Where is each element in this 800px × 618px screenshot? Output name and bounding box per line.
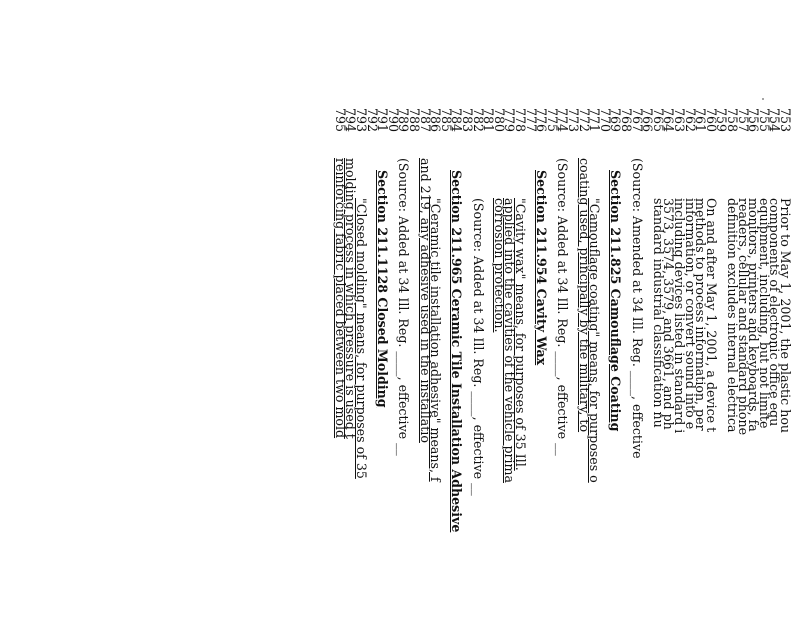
source-note: (Source: Added at 34 Ill. Reg. ____, effective __ — [396, 158, 412, 456]
line-number: 766 — [640, 108, 656, 133]
inserted-text-line: applied into the cavities of the vehicle prima — [502, 198, 518, 484]
line-number: 762 — [682, 108, 698, 133]
body-text-line: monitors, printers and keyboards, fa — [746, 198, 762, 432]
inserted-text-line: and 219, any adhesive used in the installatio — [417, 158, 433, 443]
line-number: 757 — [735, 108, 751, 133]
inserted-text-line: "Cavity wax" means, for purposes of 35 Ill. — [513, 198, 528, 471]
line-number: 794 — [343, 108, 359, 133]
body-text-line: readers, cellular and standard phone — [735, 198, 751, 436]
section-heading: Section 211.965 Ceramic Tile Installation Adhesive — [449, 170, 465, 533]
line-number: 778 — [513, 108, 528, 133]
body-text-line: 3573, 3574, 3579, and 3661, and ph — [661, 198, 677, 430]
line-number: 761 — [693, 108, 709, 133]
line-number: 772 — [576, 108, 592, 133]
line-number: 790 — [385, 108, 401, 133]
body-text-line: information, or convert sound into e — [682, 198, 698, 430]
body-text-line: standard industrial classification nu — [650, 198, 666, 428]
body-text-line: components of electronic office equ — [767, 198, 783, 427]
line-number: 782 — [470, 108, 486, 133]
line-number: 763 — [672, 108, 687, 133]
line-number: 791 — [375, 108, 391, 133]
line-number: 775 — [544, 108, 560, 133]
body-text-line: including devices listed in standard i — [672, 198, 687, 434]
line-number: 793 — [354, 108, 369, 133]
line-number: 779 — [502, 108, 518, 133]
line-number: 753 — [778, 108, 793, 133]
line-number: 759 — [714, 108, 730, 133]
line-number: 767 — [629, 108, 645, 133]
line-number: 768 — [619, 108, 634, 133]
inserted-text-line: corrosion protection. — [491, 198, 507, 333]
body-text-line: On and after May 1, 2001, a device t — [703, 198, 719, 433]
inserted-text-line: molding process in which pressure is used t — [343, 158, 359, 439]
section-heading: Section 211.954 Cavity Wax — [534, 170, 550, 366]
line-number: 789 — [396, 108, 412, 133]
inserted-text-line: coating used, principally by the military, to — [576, 158, 592, 433]
line-number: 771 — [587, 108, 603, 133]
body-text-line: definition excludes internal electrica — [725, 198, 740, 433]
source-note: (Source: Amended at 34 Ill. Reg. ____, effective — [629, 158, 645, 459]
line-number: 780 — [491, 108, 507, 133]
line-number: 792 — [364, 108, 380, 133]
line-number: 781 — [481, 108, 497, 133]
source-note: (Source: Added at 34 Ill. Reg. ____, effective __ — [470, 198, 486, 496]
line-number: 755 — [756, 108, 772, 133]
line-number: 795 — [332, 108, 348, 133]
line-number: 770 — [597, 108, 613, 133]
body-text-line: Prior to May 1, 2001, the plastic hou — [778, 198, 793, 434]
scan-speck — [762, 98, 764, 100]
line-number: 764 — [661, 108, 677, 133]
line-number: 756 — [746, 108, 762, 133]
line-number: 760 — [703, 108, 719, 133]
line-number: 765 — [650, 108, 666, 133]
inserted-text-line: "Closed molding" means, for purposes of 35 — [354, 198, 369, 479]
line-number: 786 — [428, 108, 444, 133]
section-heading: Section 211.825 Camouflage Coating — [608, 170, 624, 432]
section-heading: Section 211.1128 Closed Molding — [375, 170, 391, 408]
line-number: 784 — [449, 108, 465, 133]
line-number: 788 — [407, 108, 422, 133]
line-number: 773 — [566, 108, 581, 133]
inserted-text-line: "Ceramic tile installation adhesive" means, f — [428, 198, 444, 482]
body-text-line: equipment, including, but not limite — [756, 198, 772, 429]
line-number: 783 — [460, 108, 475, 133]
line-number: 774 — [555, 108, 571, 133]
line-number: 758 — [725, 108, 740, 133]
line-number: 777 — [523, 108, 539, 133]
line-number: 769 — [608, 108, 624, 133]
inserted-text-line: "Camouflage coating" means, for purposes o — [587, 198, 603, 483]
source-note: (Source: Added at 34 Ill. Reg. ____, effective __ — [555, 158, 571, 456]
inserted-text-line: reinforcing fabric placed between two mold — [332, 158, 348, 439]
line-number: 787 — [417, 108, 433, 133]
line-number: 776 — [534, 108, 550, 133]
line-number: 785 — [438, 108, 454, 133]
body-text-line: methods to process information, per — [693, 198, 709, 431]
line-number: 754 — [767, 108, 783, 133]
